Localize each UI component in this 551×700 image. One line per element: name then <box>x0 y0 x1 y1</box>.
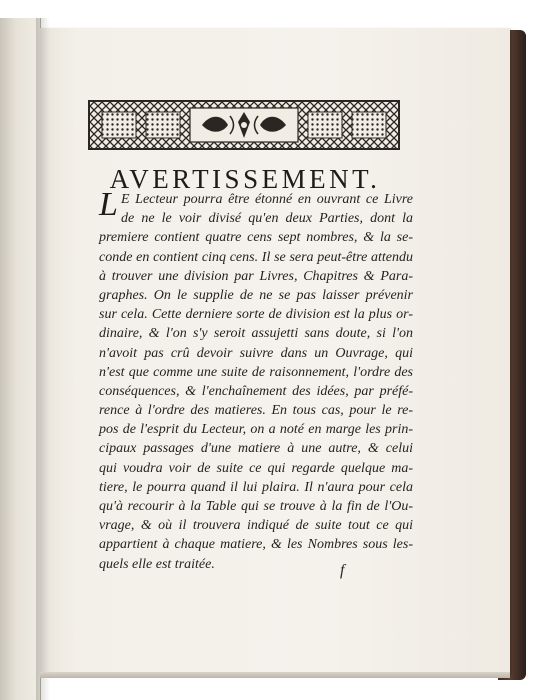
text-line: cipaux passages d'une matiere à une autre, & celui <box>99 441 413 457</box>
left-page-curl <box>0 18 41 700</box>
text-line: vrage, & où il trouvera indiqué de suite tout ce qui <box>99 518 413 534</box>
text-line: n'est que comme une suite de raisonnement, l'ordre des <box>99 364 413 380</box>
text-line: E Lecteur pourra être étonné en ouvrant ce Livre <box>121 192 413 207</box>
text-line: tiere, le pourra quand il lui plaira. Il n'aura pour cela <box>99 479 413 495</box>
drop-cap: L <box>99 186 118 223</box>
signature-mark: f <box>340 562 345 579</box>
page-title: AVERTISSEMENT. <box>109 164 381 194</box>
text-line: premiere contient quatre cens sept nombres, & la se- <box>99 230 413 246</box>
text-line: qui voudra voir de suite ce qui regarde quelque ma- <box>99 460 413 476</box>
ornamental-headpiece <box>88 100 400 150</box>
gutter-shadow <box>36 18 50 700</box>
text-line: pos de l'esprit du Lecteur, on a noté en marge les prin- <box>99 422 413 438</box>
text-line: conséquences, & l'enchaînement des idées, par préfé- <box>99 383 413 399</box>
text-line: conde en contient cinq cens. Il se sera peut-être attendu <box>99 249 413 265</box>
text-line: n'avoit pas crû devoir suivre dans un Ouvrage, qui <box>99 345 413 361</box>
text-line: à trouver une division par Livres, Chapitres & Para- <box>99 268 413 284</box>
headpiece-ornament-icon <box>90 102 398 148</box>
text-line: dinaire, & l'on s'y seroit assujetti sans doute, si l'on <box>99 326 413 342</box>
page-stack-edge <box>40 672 510 678</box>
text-line: rence à l'ordre des matieres. En tous cas, pour le re- <box>99 403 413 419</box>
text-line: de ne le voir divisé qu'en deux Parties, dont la <box>121 211 413 227</box>
text-line: qu'à recourir à la Table qui se trouve à la fin de l'Ou- <box>99 499 413 514</box>
text-line: sur cela. Cette derniere sorte de division est la plus or- <box>99 307 413 323</box>
text-line: appartient à chaque matiere, & les Nombres sous les- <box>99 537 413 553</box>
text-line: quels elle est traitée. <box>99 556 215 572</box>
text-line: graphes. On le supplie de ne se pas laisser prévenir <box>99 287 413 303</box>
body-text <box>99 186 413 574</box>
